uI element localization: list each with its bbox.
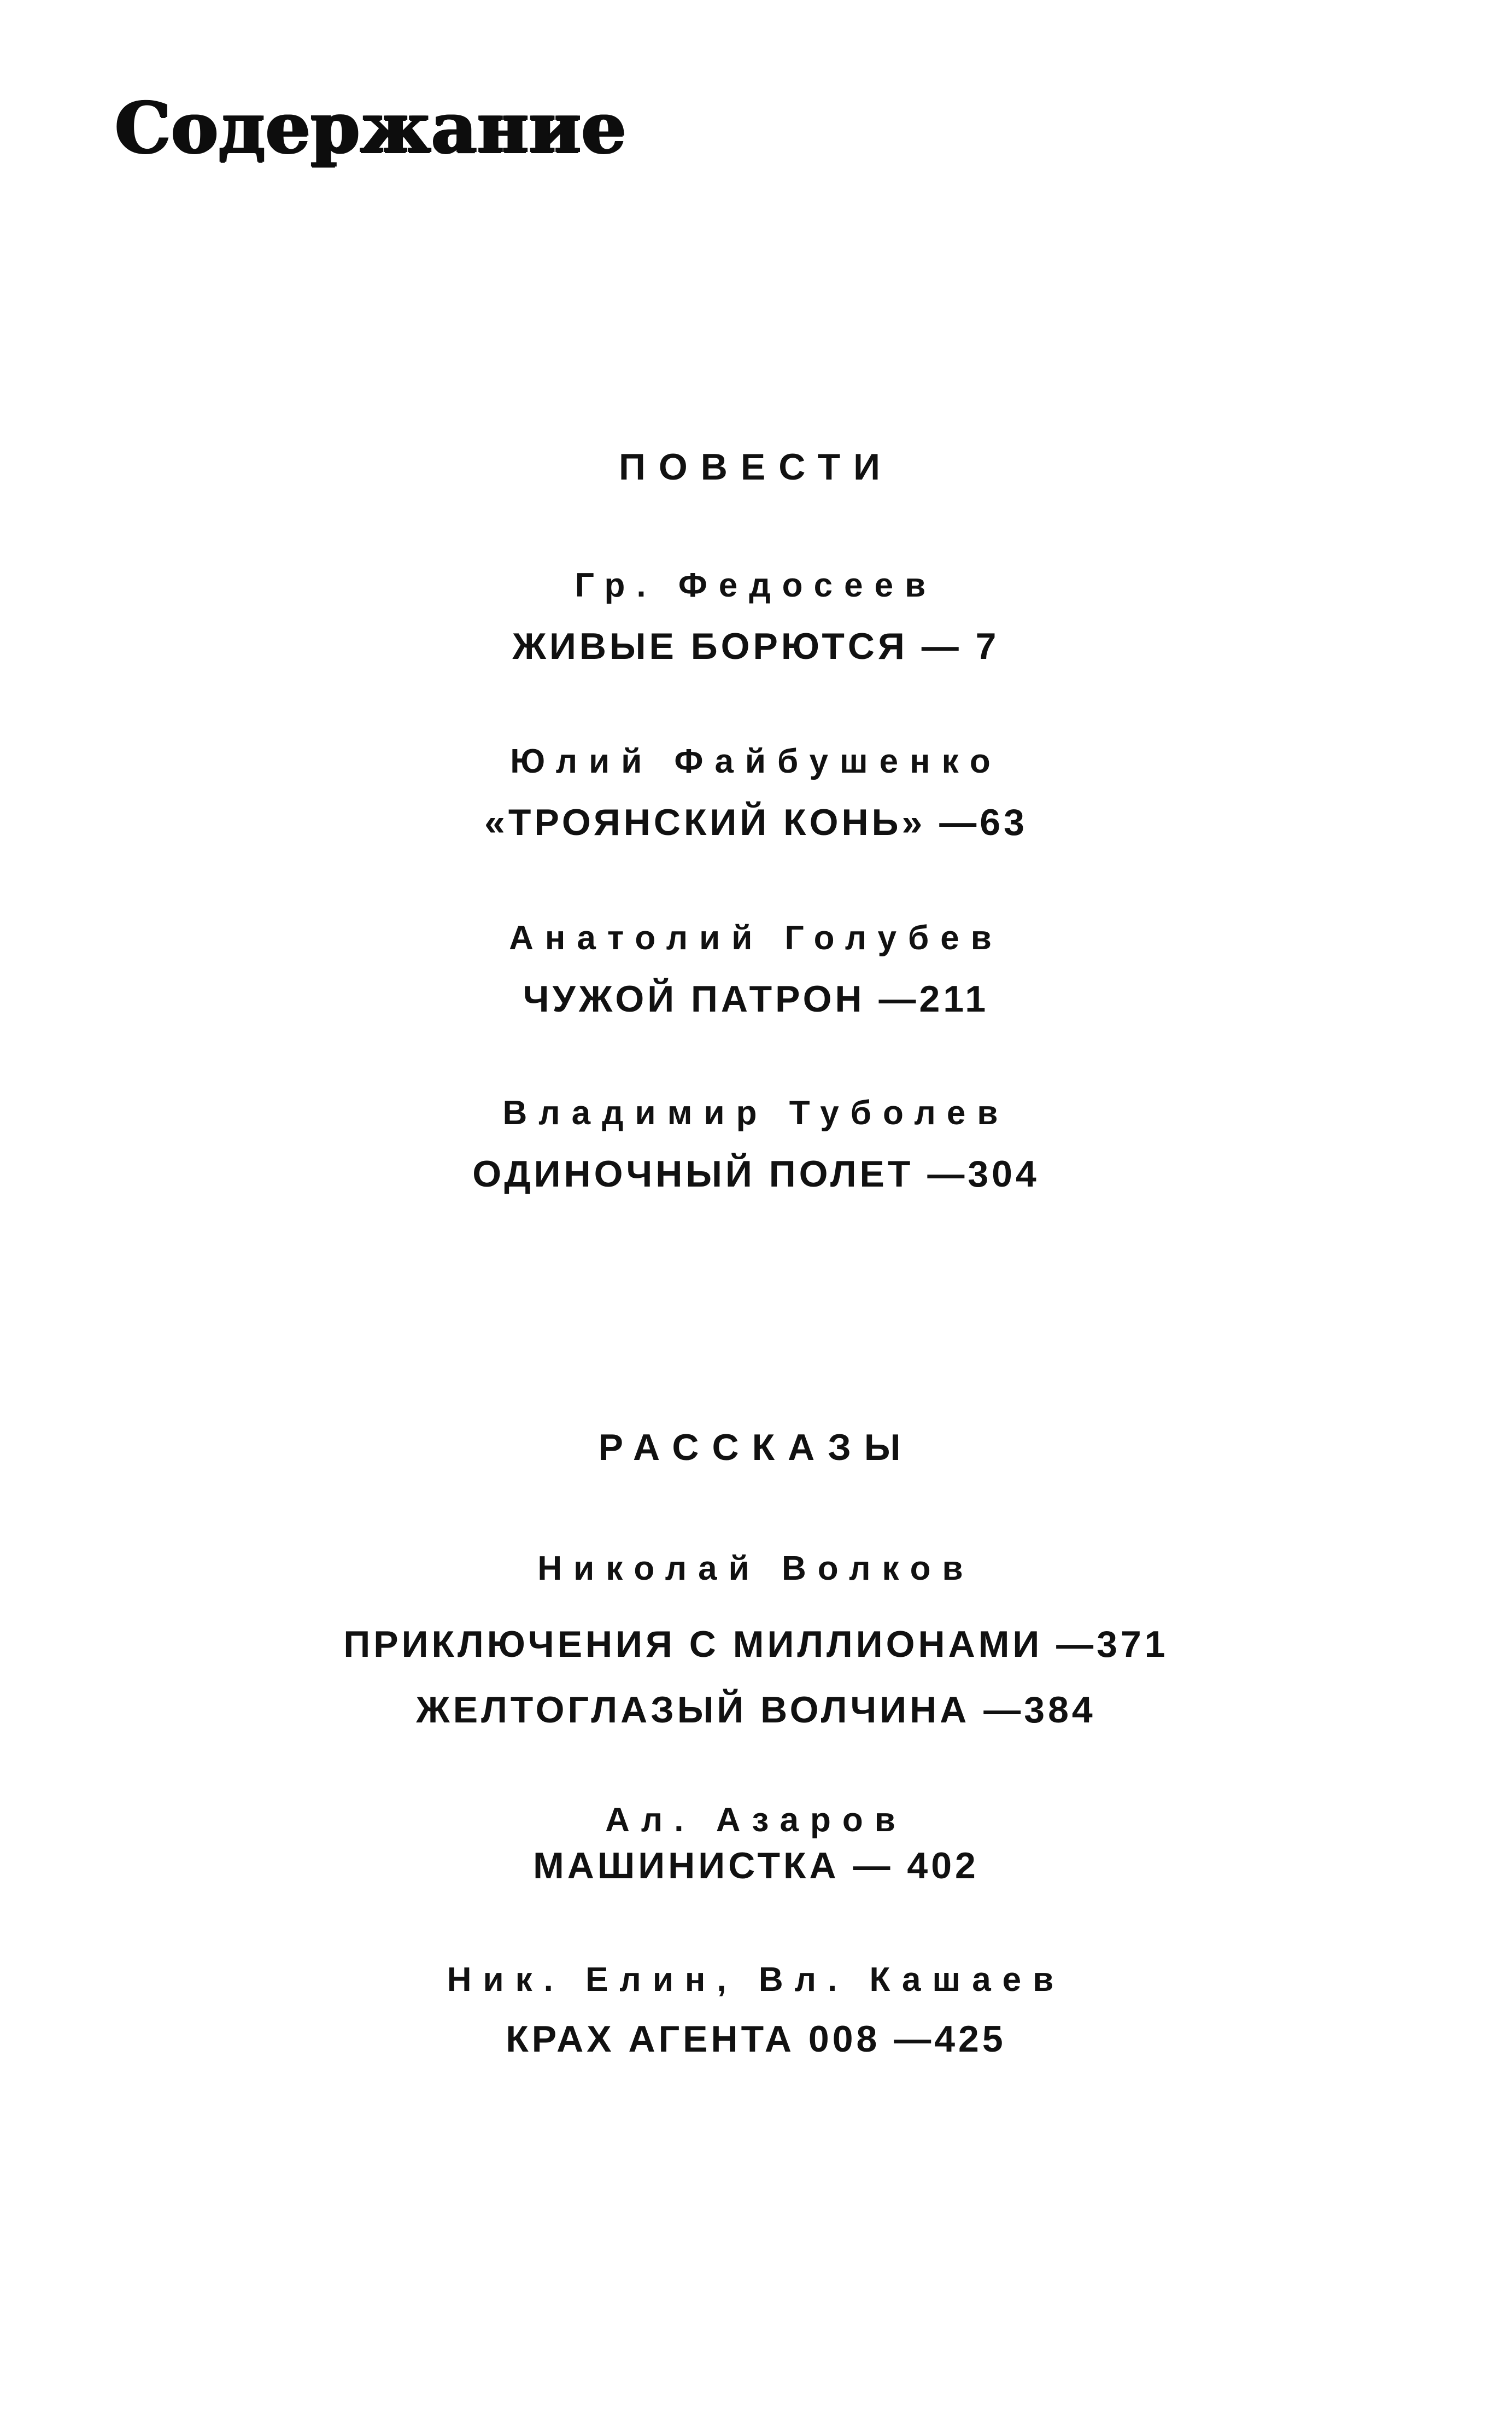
toc-work: ЧУЖОЙ ПАТРОН —211	[523, 978, 989, 1020]
toc-work: ЖИВЫЕ БОРЮТСЯ — 7	[512, 626, 1000, 667]
section-heading-rasskazy: РАССКАЗЫ	[598, 1427, 914, 1468]
toc-work: «ТРОЯНСКИЙ КОНЬ» —63	[484, 802, 1028, 843]
toc-work: ОДИНОЧНЫЙ ПОЛЕТ —304	[472, 1153, 1040, 1195]
page-title: Содержание	[115, 87, 626, 169]
toc-author: Ал. Азаров	[605, 1801, 907, 1839]
toc-work: ПРИКЛЮЧЕНИЯ С МИЛЛИОНАМИ —371	[343, 1623, 1169, 1665]
toc-author: Николай Волков	[537, 1550, 975, 1587]
toc-author: Владимир Туболев	[502, 1094, 1010, 1132]
toc-author: Юлий Файбушенко	[510, 743, 1002, 780]
toc-work: КРАХ АГЕНТА 008 —425	[506, 2018, 1006, 2060]
section-heading-povesti: ПОВЕСТИ	[618, 446, 894, 488]
toc-work: МАШИНИСТКА — 402	[533, 1845, 979, 1886]
toc-author: Ник. Елин, Вл. Кашаев	[447, 1961, 1065, 1999]
toc-author: Анатолий Голубев	[509, 919, 1003, 957]
toc-work: ЖЕЛТОГЛАЗЫЙ ВОЛЧИНА —384	[416, 1689, 1096, 1731]
toc-author: Гр. Федосеев	[575, 566, 937, 604]
